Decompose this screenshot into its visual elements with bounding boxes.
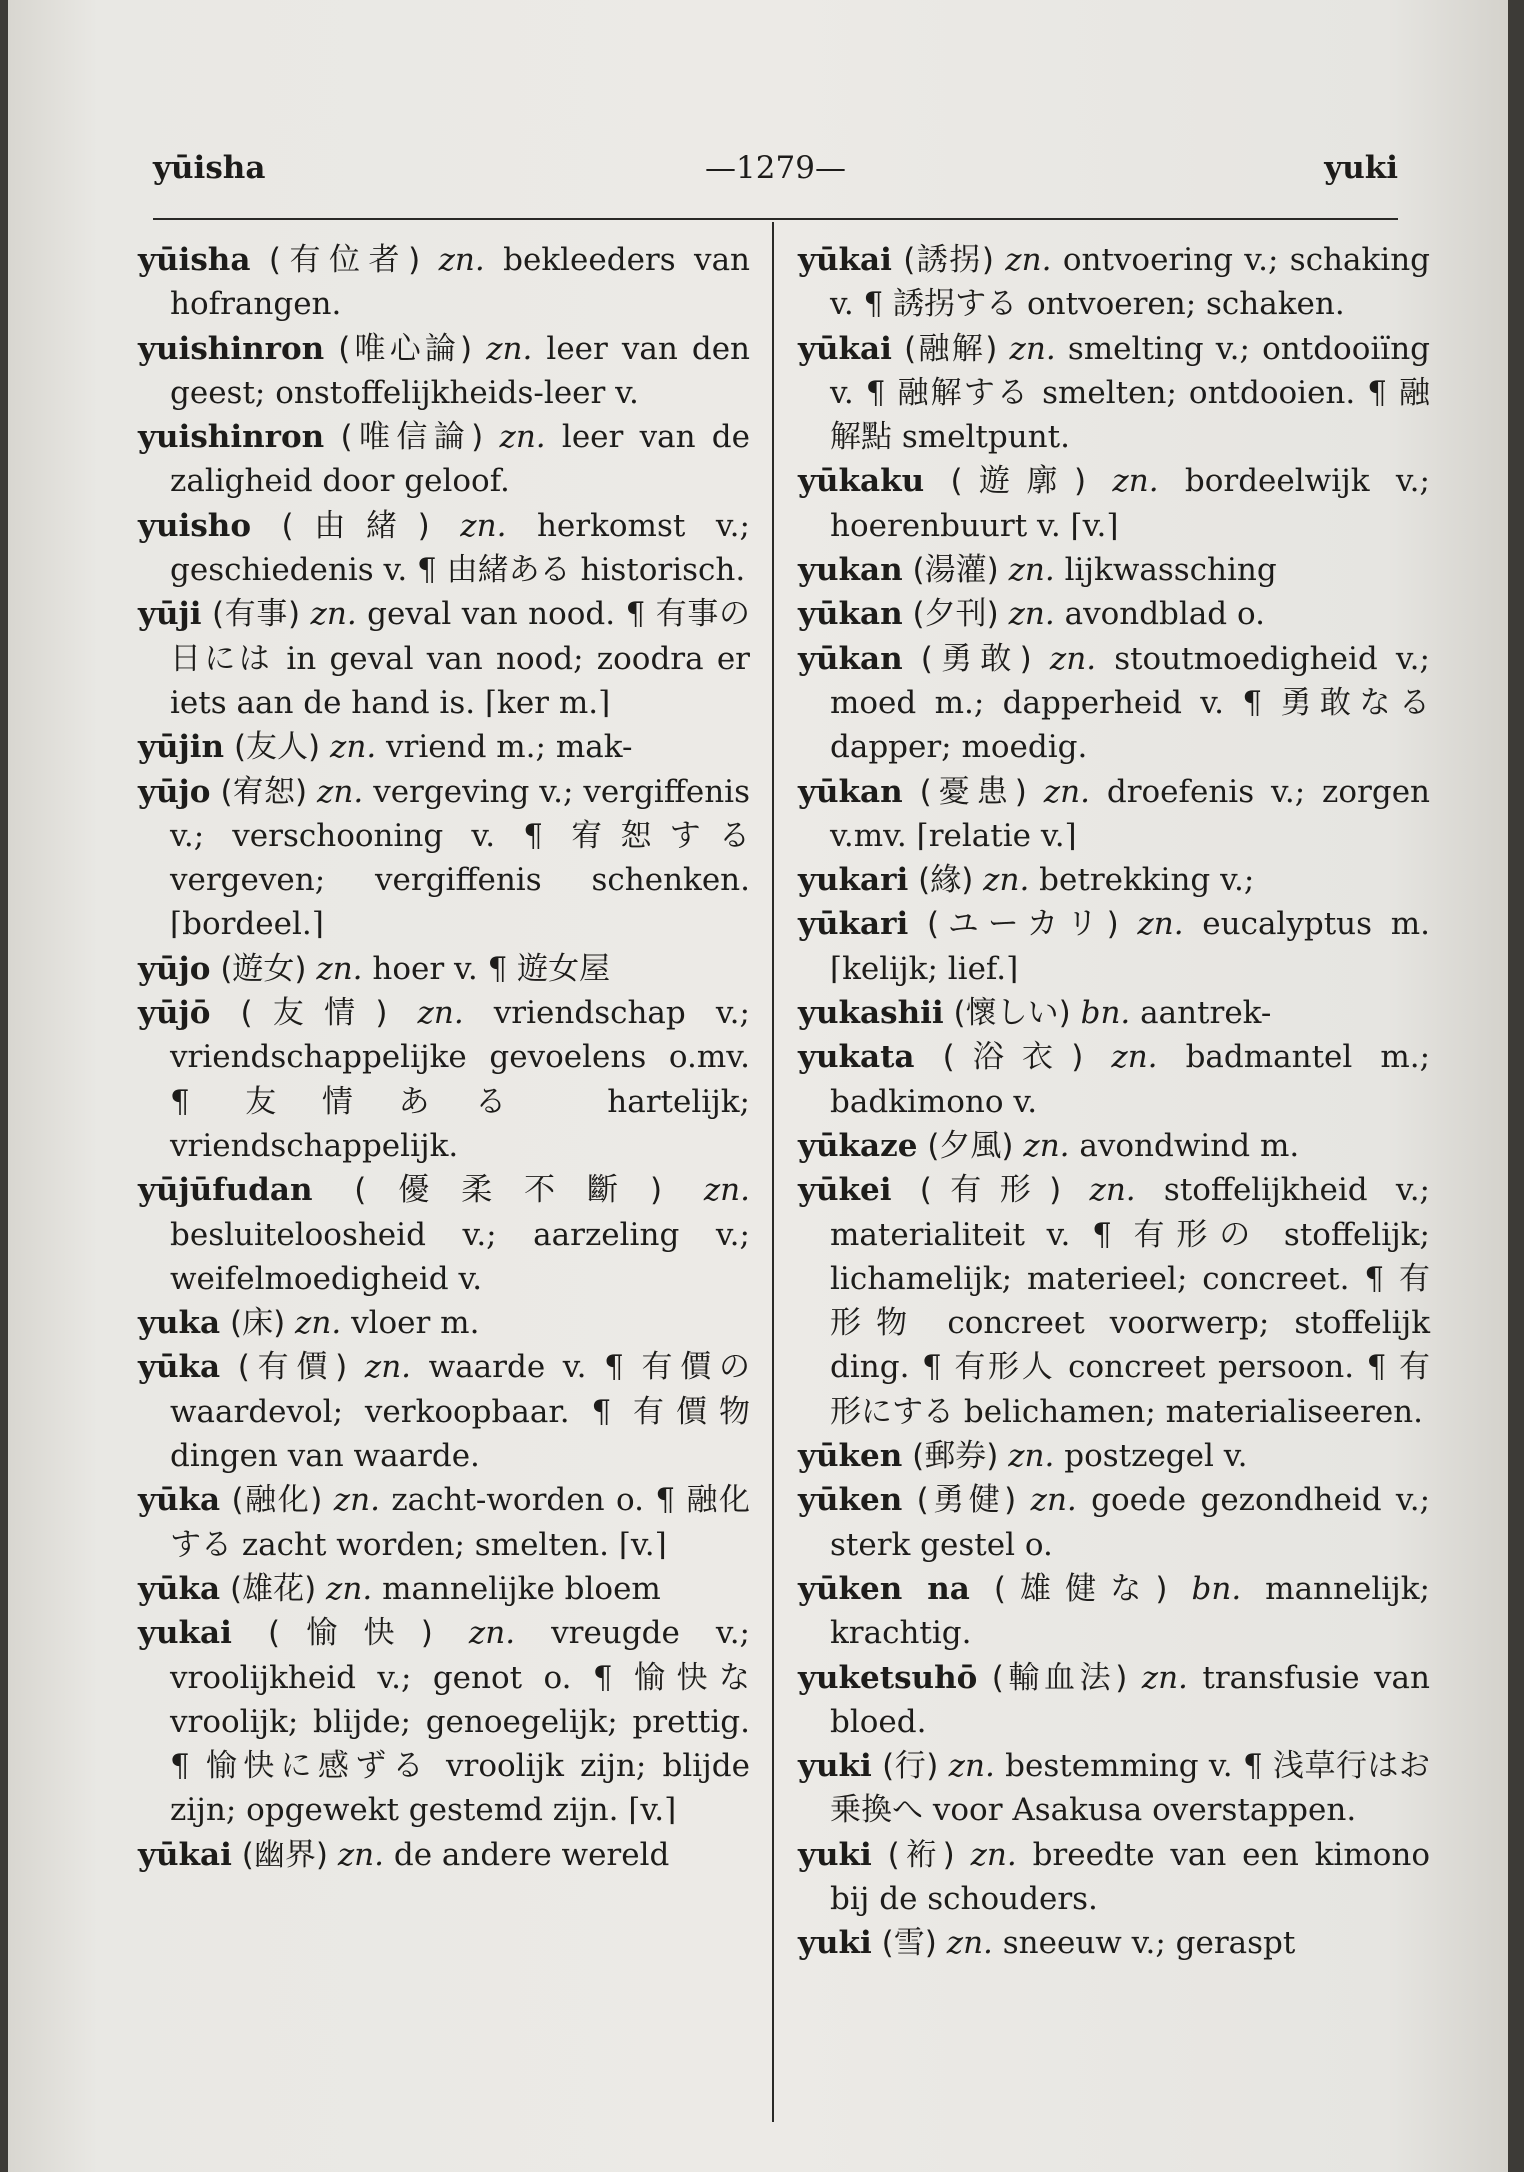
entry-headword: yūken na xyxy=(798,1570,970,1607)
dictionary-entry xyxy=(798,1833,1430,1922)
entry-kanji: (有形) xyxy=(919,1172,1062,1209)
entry-kanji: (幽界) xyxy=(241,1836,328,1873)
entry-kanji: (憂患) xyxy=(919,773,1027,810)
entry-headword: yūka xyxy=(138,1570,221,1607)
dictionary-entry xyxy=(798,902,1430,991)
dictionary-entry xyxy=(138,1345,750,1478)
dictionary-entry xyxy=(798,1921,1430,1965)
entry-definition: breedte van een kimono bij de schouders. xyxy=(830,1836,1431,1917)
entry-kanji: (唯信論) xyxy=(340,419,484,456)
entry-kanji: (床) xyxy=(229,1305,286,1342)
entry-part-of-speech: zn. xyxy=(948,1748,995,1785)
entry-definition: besluiteloosheid v.; aarzeling v.; weifelmoedigheid v. xyxy=(170,1216,750,1297)
entry-kanji: (有位者) xyxy=(268,242,421,278)
entry-part-of-speech: zn. xyxy=(1089,1172,1136,1209)
entry-kanji: (遊女) xyxy=(220,950,307,987)
dictionary-entry xyxy=(798,327,1430,460)
entry-kanji: (有事) xyxy=(212,596,301,633)
entry-definition: stoutmoedigheid v.; moed m.; dapperheid v. ¶ 勇敢なる dapper; moedig. xyxy=(830,640,1430,766)
entry-headword: yuishinron xyxy=(138,419,325,456)
entry-definition: avondwind m. xyxy=(1079,1127,1300,1164)
entry-headword: yuishinron xyxy=(138,330,325,367)
entry-definition: eucalyptus m. ⌈kelijk; lief.⌉ xyxy=(830,906,1430,987)
entry-part-of-speech: zn. xyxy=(1009,330,1056,367)
entry-part-of-speech: zn. xyxy=(326,1570,373,1607)
entry-definition: stoffelijkheid v.; materialiteit v. ¶ 有形の stoffelijk; lichamelijk; materieel; concreet. ¶ 有形物 concreet voorwerp; stoffelijk ding. ¶ 有形人 concreet persoon. ¶ 有形にする belichamen; materialiseeren. xyxy=(830,1172,1430,1430)
entry-kanji: (唯心論) xyxy=(338,330,473,367)
entry-headword: yūjin xyxy=(138,729,225,766)
header-right-headword: yuki xyxy=(1324,150,1398,186)
entry-definition: mannelijk; krachtig. xyxy=(830,1570,1430,1652)
entry-part-of-speech: bn. xyxy=(1191,1570,1242,1607)
entry-kanji: (ユーカリ) xyxy=(926,906,1119,943)
header-left-headword: yūisha xyxy=(153,150,266,186)
entry-definition: transfusie van bloed. xyxy=(830,1659,1431,1740)
entry-headword: yūkaku xyxy=(798,463,925,500)
entry-part-of-speech: zn. xyxy=(364,1349,412,1386)
entry-definition: vreugde v.; vroolijkheid v.; genot o. ¶ 愉快な vroolijk; blijde; genoegelijk; prettig. ¶ 愉快に感ずる vroolijk zijn; blijde zijn; opgewekt gestemd zijn. ⌈v.⌉ xyxy=(170,1615,751,1829)
column-divider xyxy=(772,222,774,2122)
entry-part-of-speech: zn. xyxy=(1111,1039,1158,1076)
entry-headword: yūkai xyxy=(138,1836,232,1873)
entry-definition: badmantel m.; badkimono v. xyxy=(830,1039,1431,1120)
entry-kanji: (湯灌) xyxy=(912,552,999,589)
entry-part-of-speech: zn. xyxy=(438,242,485,278)
entry-part-of-speech: zn. xyxy=(983,862,1030,899)
entry-kanji: (勇敢) xyxy=(920,640,1032,677)
dictionary-entry xyxy=(798,1744,1430,1833)
entry-headword: yukan xyxy=(798,552,903,589)
entry-part-of-speech: zn. xyxy=(1112,463,1159,500)
entry-headword: yuisho xyxy=(138,507,251,544)
entry-kanji: (宥恕) xyxy=(220,773,308,810)
entry-definition: postzegel v. xyxy=(1064,1438,1248,1475)
entry-definition: geval van nood. ¶ 有事の日には in geval van nood; zoodra er iets aan de hand is. ⌈ker m.⌉ xyxy=(170,596,750,721)
dictionary-entry xyxy=(798,1567,1430,1656)
entry-definition: vergeving v.; vergiffenis v.; verschooning v. ¶ 宥恕する vergeven; vergiffenis schenken. ⌈bordeel.⌉ xyxy=(170,773,751,943)
right-column xyxy=(798,238,1430,1966)
entry-headword: yūjo xyxy=(138,773,211,810)
entry-kanji: (誘拐) xyxy=(903,242,994,278)
entry-headword: yuka xyxy=(138,1305,221,1342)
entry-kanji: (遊廓) xyxy=(950,463,1087,500)
entry-definition: bestemming v. ¶ 浅草行はお乗換へ voor Asakusa overstappen. xyxy=(830,1748,1430,1829)
dictionary-entry xyxy=(798,1124,1430,1168)
dictionary-entry xyxy=(798,592,1430,636)
entry-kanji: (優柔不斷) xyxy=(354,1172,663,1209)
dictionary-entry xyxy=(138,770,750,947)
entry-definition: waarde v. ¶ 有價の waardevol; verkoopbaar. ¶ 有價物 dingen van waarde. xyxy=(170,1349,750,1475)
entry-headword: yūisha xyxy=(138,242,251,278)
entry-part-of-speech: zn. xyxy=(1008,1438,1055,1475)
entry-headword: yukata xyxy=(798,1039,915,1076)
entry-part-of-speech: zn. xyxy=(1049,640,1097,677)
entry-headword: yūka xyxy=(138,1482,221,1519)
dictionary-entry xyxy=(138,592,750,725)
entry-headword: yuketsuhō xyxy=(798,1659,978,1696)
dictionary-entry xyxy=(798,1168,1430,1434)
entry-part-of-speech: bn. xyxy=(1080,995,1131,1032)
entry-part-of-speech: zn. xyxy=(460,507,507,544)
page-number: —1279— xyxy=(705,150,846,186)
entry-headword: yūka xyxy=(138,1349,221,1386)
entry-kanji: (有價) xyxy=(237,1349,348,1386)
entry-headword: yūji xyxy=(138,596,202,633)
entry-headword: yūjō xyxy=(138,995,211,1032)
entry-part-of-speech: zn. xyxy=(316,950,363,987)
entry-headword: yūkai xyxy=(798,330,892,367)
dictionary-entry xyxy=(798,459,1430,548)
dictionary-entry xyxy=(138,327,750,416)
entry-part-of-speech: zn. xyxy=(1008,596,1055,633)
dictionary-entry xyxy=(138,1833,750,1877)
entry-headword: yūkan xyxy=(798,596,903,633)
dictionary-entry xyxy=(798,1478,1430,1567)
dictionary-page xyxy=(8,0,1508,2172)
entry-definition: smelting v.; ontdooiïng v. ¶ 融解する smelten; ontdooien. ¶ 融解點 smeltpunt. xyxy=(830,330,1431,456)
entry-part-of-speech: zn. xyxy=(1030,1482,1077,1519)
entry-kanji: (融解) xyxy=(904,330,998,367)
entry-definition: bekleeders van hofrangen. xyxy=(170,242,751,323)
entry-definition: leer van den geest; onstoffelijkheids-leer v. xyxy=(170,330,751,411)
entry-part-of-speech: zn. xyxy=(295,1305,342,1342)
entry-kanji: (由緒) xyxy=(281,507,430,544)
entry-kanji: (浴衣) xyxy=(942,1039,1084,1076)
dictionary-entry xyxy=(138,991,750,1168)
entry-part-of-speech: zn. xyxy=(970,1836,1017,1873)
entry-headword: yūkai xyxy=(798,242,892,278)
entry-kanji: (裄) xyxy=(887,1836,955,1873)
entry-kanji: (友人) xyxy=(233,729,321,766)
entry-headword: yūken xyxy=(798,1482,903,1519)
entry-kanji: (輸血法) xyxy=(991,1659,1128,1696)
entry-kanji: (雪) xyxy=(881,1925,937,1962)
entry-definition: leer van de zaligheid door geloof. xyxy=(170,419,751,500)
entry-definition: vriend m.; mak- xyxy=(386,729,633,766)
entry-definition: mannelijke bloem xyxy=(382,1570,661,1607)
dictionary-entry xyxy=(138,504,750,593)
entry-part-of-speech: zn. xyxy=(1023,1127,1070,1164)
dictionary-entry xyxy=(798,770,1430,859)
entry-headword: yūkei xyxy=(798,1172,892,1209)
left-column xyxy=(138,238,750,1877)
entry-kanji: (夕風) xyxy=(927,1127,1014,1164)
entry-headword: yuki xyxy=(798,1748,872,1785)
dictionary-entry xyxy=(798,238,1430,327)
entry-part-of-speech: zn. xyxy=(1008,552,1055,589)
entry-headword: yūjūfudan xyxy=(138,1172,313,1209)
dictionary-entry xyxy=(138,1168,750,1301)
entry-part-of-speech: zn. xyxy=(1043,773,1090,810)
entry-part-of-speech: zn. xyxy=(310,596,357,633)
entry-kanji: (夕刊) xyxy=(912,596,999,633)
entry-kanji: (雄健な) xyxy=(993,1570,1168,1607)
entry-kanji: (郵券) xyxy=(912,1438,999,1475)
dictionary-entry xyxy=(798,991,1430,1035)
entry-definition: aantrek- xyxy=(1140,995,1272,1032)
entry-part-of-speech: zn. xyxy=(330,729,377,766)
entry-definition: hoer v. ¶ 遊女屋 xyxy=(372,950,611,987)
header-rule xyxy=(153,218,1398,220)
dictionary-entry xyxy=(138,1611,750,1832)
entry-part-of-speech: zn. xyxy=(499,419,546,456)
dictionary-entry xyxy=(798,1656,1430,1745)
dictionary-entry xyxy=(138,238,750,327)
dictionary-entry xyxy=(798,1035,1430,1124)
entry-part-of-speech: zn. xyxy=(468,1615,516,1652)
entry-headword: yūken xyxy=(798,1438,903,1475)
entry-headword: yuki xyxy=(798,1836,872,1873)
entry-kanji: (行) xyxy=(882,1748,939,1785)
entry-definition: goede gezondheid v.; sterk gestel o. xyxy=(830,1482,1431,1563)
entry-kanji: (勇健) xyxy=(916,1482,1017,1519)
dictionary-entry xyxy=(138,947,750,991)
entry-definition: ontvoering v.; schaking v. ¶ 誘拐する ontvoeren; schaken. xyxy=(830,242,1431,323)
entry-headword: yukai xyxy=(138,1615,232,1652)
entry-definition: vloer m. xyxy=(351,1305,480,1342)
page-header xyxy=(153,150,1398,198)
entry-definition: zacht-worden o. ¶ 融化する zacht worden; smelten. ⌈v.⌉ xyxy=(170,1482,751,1563)
entry-definition: herkomst v.; geschiedenis v. ¶ 由緒ある historisch. xyxy=(170,507,750,589)
entry-definition: droefenis v.; zorgen v.mv. ⌈relatie v.⌉ xyxy=(830,773,1431,854)
dictionary-entry xyxy=(798,1434,1430,1478)
dictionary-entry xyxy=(798,637,1430,770)
entry-kanji: (懷しい) xyxy=(953,995,1071,1032)
entry-kanji: (融化) xyxy=(231,1482,323,1519)
entry-part-of-speech: zn. xyxy=(1005,242,1052,278)
entry-part-of-speech: zn. xyxy=(703,1172,750,1209)
entry-part-of-speech: zn. xyxy=(946,1925,993,1962)
entry-headword: yūkan xyxy=(798,640,903,677)
dictionary-entry xyxy=(798,858,1430,902)
entry-definition: sneeuw v.; geraspt xyxy=(1002,1925,1296,1962)
entry-definition: betrekking v.; xyxy=(1039,862,1255,899)
dictionary-entry xyxy=(138,1478,750,1567)
dictionary-entry xyxy=(798,548,1430,592)
entry-kanji: (雄花) xyxy=(229,1570,317,1607)
entry-definition: avondblad o. xyxy=(1064,596,1265,633)
entry-definition: vriendschap v.; vriendschappelijke gevoelens o.mv. ¶ 友情ある hartelijk; vriendschappelijk. xyxy=(170,995,750,1164)
entry-headword: yūkaze xyxy=(798,1127,918,1164)
entry-part-of-speech: zn. xyxy=(1137,906,1184,943)
entry-definition: bordeelwijk v.; hoerenbuurt v. ⌈v.⌉ xyxy=(830,463,1430,544)
entry-part-of-speech: zn. xyxy=(317,773,364,810)
entry-part-of-speech: zn. xyxy=(337,1836,384,1873)
entry-part-of-speech: zn. xyxy=(486,330,533,367)
entry-definition: lijkwassching xyxy=(1064,552,1277,589)
entry-part-of-speech: zn. xyxy=(417,995,464,1032)
entry-headword: yūkan xyxy=(798,773,903,810)
dictionary-entry xyxy=(138,725,750,769)
entry-definition: de andere wereld xyxy=(393,1836,670,1873)
entry-headword: yūkari xyxy=(798,906,909,943)
dictionary-entry xyxy=(138,1301,750,1345)
entry-kanji: (友情) xyxy=(240,995,388,1032)
entry-headword: yūjo xyxy=(138,950,211,987)
dictionary-entry xyxy=(138,1567,750,1611)
dictionary-entry xyxy=(138,415,750,504)
entry-part-of-speech: zn. xyxy=(1141,1659,1188,1696)
entry-kanji: (緣) xyxy=(918,862,974,899)
entry-kanji: (愉快) xyxy=(267,1615,433,1652)
entry-headword: yuki xyxy=(798,1925,872,1962)
entry-headword: yukari xyxy=(798,862,909,899)
entry-part-of-speech: zn. xyxy=(333,1482,380,1519)
entry-headword: yukashii xyxy=(798,995,944,1032)
